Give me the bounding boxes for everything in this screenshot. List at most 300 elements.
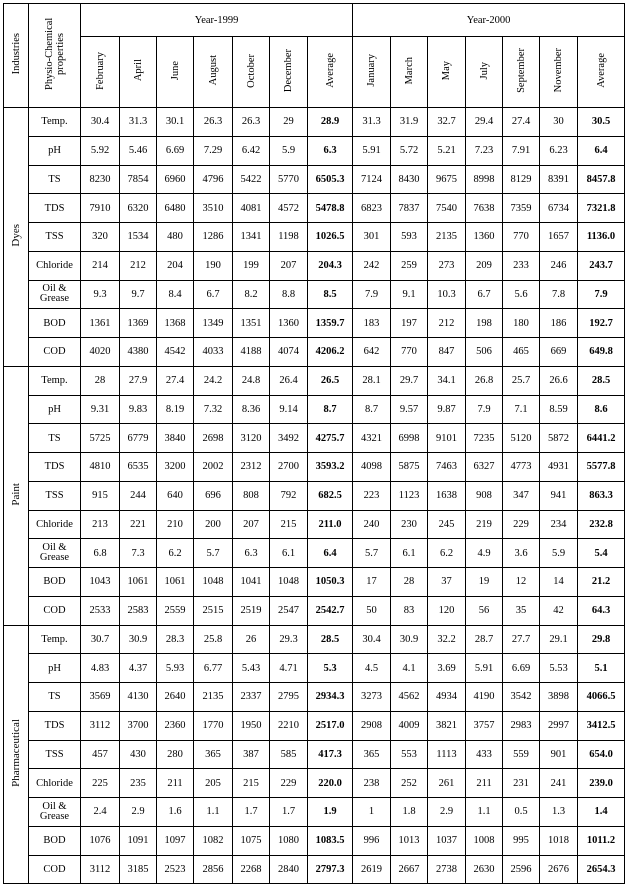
value-cell: 6480 xyxy=(157,194,194,223)
value-cell: 8.59 xyxy=(540,395,578,424)
value-cell: 2856 xyxy=(194,855,233,884)
value-cell: 1037 xyxy=(428,826,466,855)
table-body xyxy=(4,108,625,884)
month-header-label: August xyxy=(207,55,219,86)
industry-cell xyxy=(4,625,29,884)
value-cell: 4.71 xyxy=(270,654,308,683)
value-cell: 1351 xyxy=(233,309,270,338)
value-cell: 30.1 xyxy=(157,108,194,137)
value-cell: 5.9 xyxy=(270,136,308,165)
average-cell: 7321.8 xyxy=(578,194,625,223)
value-cell: 120 xyxy=(428,596,466,625)
value-cell: 6.7 xyxy=(194,280,233,309)
value-cell: 696 xyxy=(194,481,233,510)
average-cell: 4066.5 xyxy=(578,683,625,712)
table-row xyxy=(4,251,625,280)
value-cell: 1.7 xyxy=(270,798,308,827)
value-cell: 3112 xyxy=(81,855,120,884)
value-cell: 280 xyxy=(157,740,194,769)
average-cell: 6.4 xyxy=(578,136,625,165)
value-cell: 9.14 xyxy=(270,395,308,424)
average-cell: 28.9 xyxy=(308,108,353,137)
value-cell: 1061 xyxy=(157,568,194,597)
property-cell: TS xyxy=(29,683,81,712)
value-cell: 4542 xyxy=(157,338,194,367)
value-cell: 259 xyxy=(391,251,428,280)
average-cell: 8.7 xyxy=(308,395,353,424)
value-cell: 2619 xyxy=(353,855,391,884)
value-cell: 240 xyxy=(353,510,391,539)
month-header-label: December xyxy=(283,48,294,93)
month-header-label: November xyxy=(553,48,565,93)
value-cell: 1123 xyxy=(391,481,428,510)
value-cell: 9.3 xyxy=(81,280,120,309)
value-cell: 6.42 xyxy=(233,136,270,165)
value-cell: 26.3 xyxy=(194,108,233,137)
value-cell: 26.6 xyxy=(540,366,578,395)
value-cell: 37 xyxy=(428,568,466,597)
value-cell: 197 xyxy=(391,309,428,338)
average-cell: 1136.0 xyxy=(578,223,625,252)
value-cell: 9675 xyxy=(428,165,466,194)
value-cell: 221 xyxy=(120,510,157,539)
value-cell: 1.7 xyxy=(233,798,270,827)
average-cell: 4275.7 xyxy=(308,424,353,453)
property-cell: TSS xyxy=(29,223,81,252)
value-cell: 27.4 xyxy=(503,108,540,137)
value-cell: 5120 xyxy=(503,424,540,453)
average-cell: 1083.5 xyxy=(308,826,353,855)
average-cell: 417.3 xyxy=(308,740,353,769)
industry-label: Dyes xyxy=(10,224,22,247)
value-cell: 4.1 xyxy=(391,654,428,683)
value-cell: 480 xyxy=(157,223,194,252)
value-cell: 1013 xyxy=(391,826,428,855)
value-cell: 3.69 xyxy=(428,654,466,683)
value-cell: 1368 xyxy=(157,309,194,338)
value-cell: 25.7 xyxy=(503,366,540,395)
value-cell: 8.4 xyxy=(157,280,194,309)
value-cell: 9.57 xyxy=(391,395,428,424)
month-header-y1-2 xyxy=(157,37,194,108)
value-cell: 2312 xyxy=(233,453,270,482)
value-cell: 29.3 xyxy=(270,625,308,654)
value-cell: 29.1 xyxy=(540,625,578,654)
table-row xyxy=(4,309,625,338)
property-cell: Temp. xyxy=(29,625,81,654)
value-cell: 4773 xyxy=(503,453,540,482)
value-cell: 34.1 xyxy=(428,366,466,395)
value-cell: 10.3 xyxy=(428,280,466,309)
value-cell: 301 xyxy=(353,223,391,252)
average-cell: 28.5 xyxy=(308,625,353,654)
industries-header xyxy=(4,4,29,108)
property-cell: BOD xyxy=(29,309,81,338)
value-cell: 7.9 xyxy=(466,395,503,424)
value-cell: 2135 xyxy=(428,223,466,252)
value-cell: 3898 xyxy=(540,683,578,712)
value-cell: 6734 xyxy=(540,194,578,223)
value-cell: 234 xyxy=(540,510,578,539)
value-cell: 35 xyxy=(503,596,540,625)
value-cell: 28 xyxy=(81,366,120,395)
value-cell: 6.7 xyxy=(466,280,503,309)
value-cell: 4931 xyxy=(540,453,578,482)
value-cell: 207 xyxy=(270,251,308,280)
value-cell: 5.21 xyxy=(428,136,466,165)
year-1999-header: Year-1999 xyxy=(81,4,353,37)
value-cell: 3273 xyxy=(353,683,391,712)
average-cell: 5577.8 xyxy=(578,453,625,482)
value-cell: 2676 xyxy=(540,855,578,884)
value-cell: 6.69 xyxy=(503,654,540,683)
value-cell: 30.9 xyxy=(391,625,428,654)
value-cell: 5.43 xyxy=(233,654,270,683)
average-cell: 5478.8 xyxy=(308,194,353,223)
value-cell: 4081 xyxy=(233,194,270,223)
value-cell: 5.7 xyxy=(194,539,233,568)
value-cell: 3185 xyxy=(120,855,157,884)
value-cell: 7.23 xyxy=(466,136,503,165)
value-cell: 25.8 xyxy=(194,625,233,654)
value-cell: 6320 xyxy=(120,194,157,223)
value-cell: 6998 xyxy=(391,424,428,453)
value-cell: 1657 xyxy=(540,223,578,252)
month-header-label: January xyxy=(366,54,378,87)
value-cell: 28.1 xyxy=(353,366,391,395)
value-cell: 808 xyxy=(233,481,270,510)
value-cell: 2983 xyxy=(503,711,540,740)
property-cell: Temp. xyxy=(29,108,81,137)
value-cell: 50 xyxy=(353,596,391,625)
month-header-label: June xyxy=(169,60,181,81)
property-header-label: Physio-Chemical properties xyxy=(43,17,66,91)
value-cell: 244 xyxy=(120,481,157,510)
value-cell: 204 xyxy=(157,251,194,280)
value-cell: 32.2 xyxy=(428,625,466,654)
property-cell: Chloride xyxy=(29,510,81,539)
value-cell: 847 xyxy=(428,338,466,367)
value-cell: 1.6 xyxy=(157,798,194,827)
average-cell: 649.8 xyxy=(578,338,625,367)
value-cell: 6327 xyxy=(466,453,503,482)
value-cell: 6.23 xyxy=(540,136,578,165)
value-cell: 0.5 xyxy=(503,798,540,827)
value-cell: 200 xyxy=(194,510,233,539)
value-cell: 3.6 xyxy=(503,539,540,568)
value-cell: 215 xyxy=(233,769,270,798)
value-cell: 4130 xyxy=(120,683,157,712)
table-row xyxy=(4,424,625,453)
table-row xyxy=(4,108,625,137)
value-cell: 770 xyxy=(391,338,428,367)
month-header-label: February xyxy=(94,51,106,90)
value-cell: 12 xyxy=(503,568,540,597)
property-cell: Temp. xyxy=(29,366,81,395)
value-cell: 29.7 xyxy=(391,366,428,395)
average-cell: 863.3 xyxy=(578,481,625,510)
value-cell: 2533 xyxy=(81,596,120,625)
value-cell: 6960 xyxy=(157,165,194,194)
value-cell: 4074 xyxy=(270,338,308,367)
value-cell: 1.1 xyxy=(194,798,233,827)
value-cell: 3200 xyxy=(157,453,194,482)
value-cell: 9101 xyxy=(428,424,466,453)
value-cell: 190 xyxy=(194,251,233,280)
value-cell: 31.3 xyxy=(353,108,391,137)
value-cell: 2738 xyxy=(428,855,466,884)
month-header-y2-2 xyxy=(428,37,466,108)
value-cell: 198 xyxy=(466,309,503,338)
value-cell: 2840 xyxy=(270,855,308,884)
value-cell: 5.92 xyxy=(81,136,120,165)
value-cell: 7837 xyxy=(391,194,428,223)
value-cell: 5875 xyxy=(391,453,428,482)
value-cell: 8.7 xyxy=(353,395,391,424)
average-cell: 5.3 xyxy=(308,654,353,683)
value-cell: 27.4 xyxy=(157,366,194,395)
month-header-y2-1 xyxy=(391,37,428,108)
value-cell: 215 xyxy=(270,510,308,539)
value-cell: 246 xyxy=(540,251,578,280)
value-cell: 28.7 xyxy=(466,625,503,654)
value-cell: 3840 xyxy=(157,424,194,453)
value-cell: 7540 xyxy=(428,194,466,223)
value-cell: 4562 xyxy=(391,683,428,712)
value-cell: 9.87 xyxy=(428,395,466,424)
property-cell: TSS xyxy=(29,740,81,769)
month-header-y1-4 xyxy=(233,37,270,108)
average-cell: 2654.3 xyxy=(578,855,625,884)
value-cell: 6.8 xyxy=(81,539,120,568)
value-cell: 4009 xyxy=(391,711,428,740)
value-cell: 1.1 xyxy=(466,798,503,827)
month-header-label: April xyxy=(132,59,144,82)
table-row xyxy=(4,481,625,510)
year-2000-header: Year-2000 xyxy=(353,4,625,37)
value-cell: 213 xyxy=(81,510,120,539)
value-cell: 32.7 xyxy=(428,108,466,137)
value-cell: 7854 xyxy=(120,165,157,194)
table-row xyxy=(4,539,625,568)
value-cell: 2515 xyxy=(194,596,233,625)
value-cell: 7.9 xyxy=(353,280,391,309)
value-cell: 210 xyxy=(157,510,194,539)
value-cell: 56 xyxy=(466,596,503,625)
value-cell: 3492 xyxy=(270,424,308,453)
average-cell: 6505.3 xyxy=(308,165,353,194)
table-row xyxy=(4,798,625,827)
industry-label: Pharmaceutical xyxy=(10,718,22,787)
value-cell: 30.4 xyxy=(81,108,120,137)
value-cell: 211 xyxy=(157,769,194,798)
property-cell: Oil & Grease xyxy=(29,798,81,827)
average-cell: 3593.2 xyxy=(308,453,353,482)
value-cell: 212 xyxy=(120,251,157,280)
value-cell: 83 xyxy=(391,596,428,625)
value-cell: 4.37 xyxy=(120,654,157,683)
property-cell: Oil & Grease xyxy=(29,280,81,309)
value-cell: 24.8 xyxy=(233,366,270,395)
value-cell: 1082 xyxy=(194,826,233,855)
average-cell: 2517.0 xyxy=(308,711,353,740)
value-cell: 669 xyxy=(540,338,578,367)
value-cell: 4190 xyxy=(466,683,503,712)
value-cell: 559 xyxy=(503,740,540,769)
value-cell: 183 xyxy=(353,309,391,338)
value-cell: 6.69 xyxy=(157,136,194,165)
value-cell: 1360 xyxy=(466,223,503,252)
value-cell: 2908 xyxy=(353,711,391,740)
value-cell: 553 xyxy=(391,740,428,769)
month-header-label: October xyxy=(245,53,257,88)
value-cell: 8391 xyxy=(540,165,578,194)
month-header-label: July xyxy=(478,61,490,80)
value-cell: 6.2 xyxy=(428,539,466,568)
average-cell: 239.0 xyxy=(578,769,625,798)
value-cell: 6779 xyxy=(120,424,157,453)
average-cell: 1050.3 xyxy=(308,568,353,597)
table-row xyxy=(4,194,625,223)
value-cell: 7.29 xyxy=(194,136,233,165)
value-cell: 230 xyxy=(391,510,428,539)
value-cell: 4020 xyxy=(81,338,120,367)
value-cell: 5.6 xyxy=(503,280,540,309)
value-cell: 3700 xyxy=(120,711,157,740)
value-cell: 1286 xyxy=(194,223,233,252)
value-cell: 1369 xyxy=(120,309,157,338)
table-row xyxy=(4,683,625,712)
value-cell: 180 xyxy=(503,309,540,338)
value-cell: 28.3 xyxy=(157,625,194,654)
value-cell: 1770 xyxy=(194,711,233,740)
month-header-y1-3 xyxy=(194,37,233,108)
value-cell: 3120 xyxy=(233,424,270,453)
value-cell: 1048 xyxy=(194,568,233,597)
property-cell: TDS xyxy=(29,194,81,223)
value-cell: 8.2 xyxy=(233,280,270,309)
value-cell: 26.8 xyxy=(466,366,503,395)
value-cell: 1950 xyxy=(233,711,270,740)
average-cell: 192.7 xyxy=(578,309,625,338)
value-cell: 365 xyxy=(194,740,233,769)
value-cell: 2700 xyxy=(270,453,308,482)
value-cell: 7359 xyxy=(503,194,540,223)
value-cell: 3569 xyxy=(81,683,120,712)
value-cell: 2630 xyxy=(466,855,503,884)
average-cell: 28.5 xyxy=(578,366,625,395)
value-cell: 4934 xyxy=(428,683,466,712)
value-cell: 5770 xyxy=(270,165,308,194)
value-cell: 1076 xyxy=(81,826,120,855)
property-cell: COD xyxy=(29,855,81,884)
value-cell: 1361 xyxy=(81,309,120,338)
value-cell: 430 xyxy=(120,740,157,769)
value-cell: 242 xyxy=(353,251,391,280)
value-cell: 8998 xyxy=(466,165,503,194)
value-cell: 2997 xyxy=(540,711,578,740)
value-cell: 4380 xyxy=(120,338,157,367)
month-header-y2-4 xyxy=(503,37,540,108)
average-cell: 204.3 xyxy=(308,251,353,280)
value-cell: 7124 xyxy=(353,165,391,194)
table-row xyxy=(4,338,625,367)
value-cell: 640 xyxy=(157,481,194,510)
average-cell: 6.4 xyxy=(308,539,353,568)
value-cell: 1075 xyxy=(233,826,270,855)
value-cell: 2337 xyxy=(233,683,270,712)
table-row xyxy=(4,625,625,654)
value-cell: 231 xyxy=(503,769,540,798)
value-cell: 1198 xyxy=(270,223,308,252)
value-cell: 3510 xyxy=(194,194,233,223)
value-cell: 27.9 xyxy=(120,366,157,395)
table-row xyxy=(4,654,625,683)
value-cell: 7.3 xyxy=(120,539,157,568)
value-cell: 941 xyxy=(540,481,578,510)
value-cell: 995 xyxy=(503,826,540,855)
value-cell: 320 xyxy=(81,223,120,252)
value-cell: 2667 xyxy=(391,855,428,884)
average-cell: 5.4 xyxy=(578,539,625,568)
value-cell: 223 xyxy=(353,481,391,510)
value-cell: 205 xyxy=(194,769,233,798)
value-cell: 8.8 xyxy=(270,280,308,309)
table-row xyxy=(4,165,625,194)
value-cell: 5725 xyxy=(81,424,120,453)
value-cell: 19 xyxy=(466,568,503,597)
value-cell: 7638 xyxy=(466,194,503,223)
value-cell: 457 xyxy=(81,740,120,769)
value-cell: 5.46 xyxy=(120,136,157,165)
value-cell: 2002 xyxy=(194,453,233,482)
value-cell: 347 xyxy=(503,481,540,510)
average-cell: 2797.3 xyxy=(308,855,353,884)
industry-cell xyxy=(4,108,29,367)
value-cell: 26 xyxy=(233,625,270,654)
property-cell: TDS xyxy=(29,453,81,482)
value-cell: 792 xyxy=(270,481,308,510)
value-cell: 42 xyxy=(540,596,578,625)
month-header-label: Average xyxy=(595,53,607,88)
table-row xyxy=(4,596,625,625)
value-cell: 6.3 xyxy=(233,539,270,568)
table-row xyxy=(4,711,625,740)
month-header-y2-3 xyxy=(466,37,503,108)
value-cell: 211 xyxy=(466,769,503,798)
value-cell: 29.4 xyxy=(466,108,503,137)
value-cell: 4321 xyxy=(353,424,391,453)
value-cell: 4.5 xyxy=(353,654,391,683)
average-cell: 6.3 xyxy=(308,136,353,165)
value-cell: 17 xyxy=(353,568,391,597)
value-cell: 4796 xyxy=(194,165,233,194)
table-row xyxy=(4,223,625,252)
table-row xyxy=(4,568,625,597)
table-row xyxy=(4,280,625,309)
table-row xyxy=(4,366,625,395)
average-cell: 29.8 xyxy=(578,625,625,654)
value-cell: 8.19 xyxy=(157,395,194,424)
value-cell: 770 xyxy=(503,223,540,252)
average-cell: 8.5 xyxy=(308,280,353,309)
value-cell: 4572 xyxy=(270,194,308,223)
value-cell: 2360 xyxy=(157,711,194,740)
value-cell: 1 xyxy=(353,798,391,827)
value-cell: 1018 xyxy=(540,826,578,855)
property-cell: TSS xyxy=(29,481,81,510)
average-cell: 3412.5 xyxy=(578,711,625,740)
